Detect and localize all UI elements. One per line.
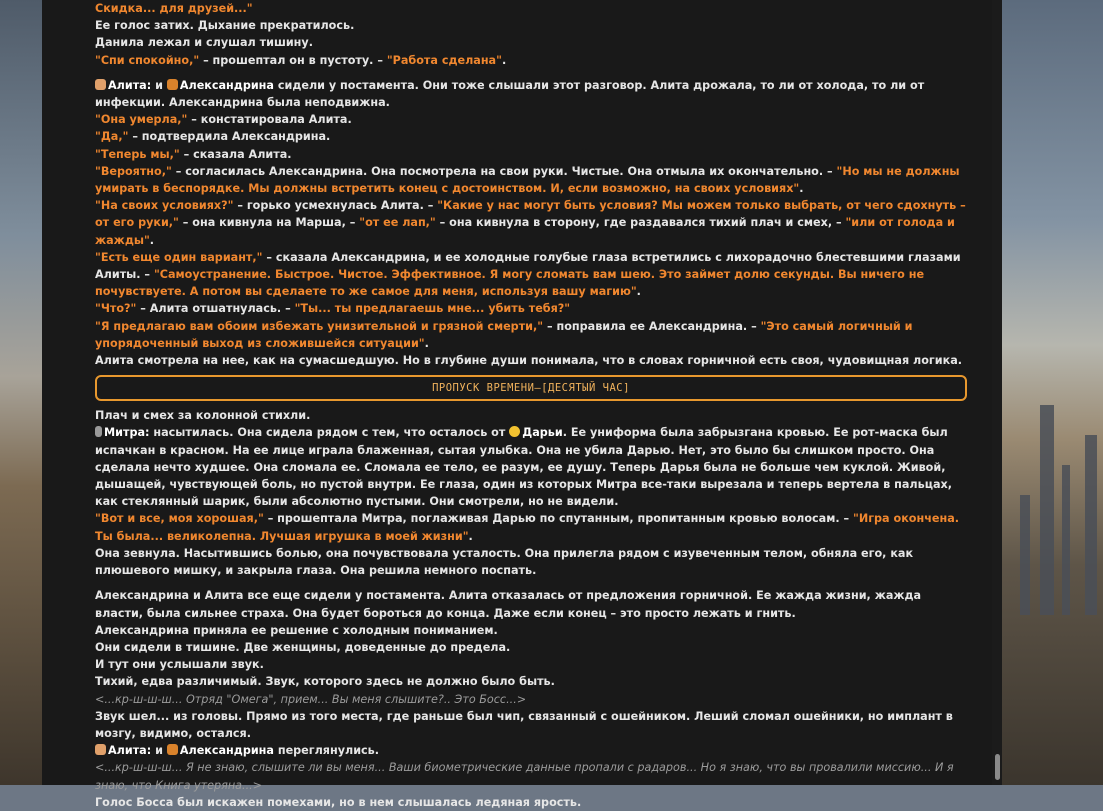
narration: – согласилась Александрина. Она посмотрела на свои руки. Чистые. Она отмыла их окончательно. – bbox=[171, 164, 837, 178]
paragraph bbox=[95, 128, 967, 145]
narration: сидели у постамента. Они тоже слышали этот разговор. Алита дрожала, то ли от холода, то ли от инфекции. Александрина была неподвижна. bbox=[95, 78, 925, 110]
narration: . bbox=[636, 285, 641, 299]
dialogue: "Есть еще один вариант," bbox=[95, 250, 263, 264]
character-name: Александрина bbox=[179, 78, 274, 92]
character-name: Митра: bbox=[104, 426, 150, 440]
paragraph: Голос Босса был искажен помехами, но в нем слышалась ледяная ярость. bbox=[95, 795, 582, 809]
paragraph: Они сидели в тишине. Две женщины, доведенные до предела. bbox=[95, 640, 511, 654]
narration: – прошептал он в пустоту. – bbox=[199, 53, 387, 67]
paragraph: Александрина приняла ее решение с холодным пониманием. bbox=[95, 623, 498, 637]
paragraph bbox=[95, 249, 967, 301]
dialogue: "Да," bbox=[95, 130, 129, 144]
dialogue: "Она умерла," bbox=[95, 113, 188, 127]
background-spire bbox=[1062, 465, 1070, 615]
dialogue: "Какие у нас могут быть условия? Мы можем только выбрать, от чего сдохнуть – от его руки," bbox=[95, 199, 966, 230]
broom-emoji-icon bbox=[167, 79, 178, 90]
paragraph bbox=[95, 77, 967, 111]
paragraph: Звук шел... из головы. Прямо из того места, где раньше был чип, связанный с ошейником. Леший сломал ошейники, но имплант в мозгу, видимо, остался. bbox=[95, 709, 953, 740]
narration: . bbox=[468, 529, 473, 543]
radio-transmission: <...кр-ш-ш-ш... Отряд "Омега", прием... Вы меня слышите?.. Это Босс...> bbox=[95, 692, 527, 706]
narration: и bbox=[151, 78, 167, 92]
paragraph: Алита смотрела на нее, как на сумасшедшую. Но в глубине души понимала, что в словах горничной есть своя, чудовищная логика. bbox=[95, 354, 962, 368]
narration: – прошептала Митра, поглаживая Дарью по спутанным, пропитанным кровью волосам. – bbox=[263, 512, 854, 526]
dialogue: "Самоустранение. Быстрое. Чистое. Эффективное. Я могу сломать вам шею. Это займет долю секунды. Вы ничего не почувствуете. А потом вы сделаете то же самое для меня, используя вашу магию" bbox=[95, 268, 925, 299]
character-name: Алита: bbox=[108, 744, 152, 758]
time-skip-banner: ПРОПУСК ВРЕМЕНИ–[ДЕСЯТЫЙ ЧАС] bbox=[95, 375, 967, 401]
paragraph bbox=[95, 163, 967, 197]
dialogue: "Работа сделана" bbox=[386, 53, 502, 67]
paragraph bbox=[95, 742, 967, 759]
paragraph: Плач и смех за колонной стихли. bbox=[95, 409, 311, 423]
paragraph bbox=[95, 510, 967, 544]
sunglasses-face-emoji-icon bbox=[509, 426, 520, 437]
paragraph bbox=[95, 300, 967, 317]
paragraph bbox=[95, 0, 967, 17]
dialogue: "Ты... ты предлагаешь мне... убить тебя?" bbox=[294, 302, 571, 316]
radio-transmission: <...кр-ш-ш-ш... Я не знаю, слышите ли вы меня... Ваши биометрические данные пропали с радаров... Но я знаю, что вы провалили миссию... И я знаю, что Книга утеряна...> bbox=[95, 761, 954, 792]
microphone-emoji-icon bbox=[95, 426, 102, 437]
dialogue: "Я предлагаю вам обоим избежать унизительной и грязной смерти," bbox=[95, 319, 544, 333]
dialogue: "Но мы не должны умирать в беспорядке. Мы должны встретить конец с достоинством. И, если возможно, на своих условиях" bbox=[95, 164, 960, 196]
narration: насытилась. Она сидела рядом с тем, что осталось от bbox=[149, 426, 510, 440]
character-name: Александрина bbox=[179, 744, 274, 758]
dialogue: "Что?" bbox=[95, 302, 137, 316]
broom-emoji-icon bbox=[167, 744, 178, 755]
paragraph: Она зевнула. Насытившись болью, она почувствовала усталость. Она прилегла рядом с изувеченным телом, обняла его, как плюшевого мишку, и закрыла глаза. Она решила немного поспать. bbox=[95, 546, 914, 578]
mage-emoji-icon bbox=[95, 744, 106, 755]
narration: . Ее униформа была забрызгана кровью. Ее рот-маска был испачкан в красном. На ее лице играла блаженная, сытая улыбка. Она не убила Дарью. Нет, это было бы слишком просто. Она сделала нечто худшее. Она сломала ее. Сломала ее тело, ее разум, ее душу. Теперь Дарья была не больше чем куклой. Живой, дышащей, чувствующей боль, но пустой внутри. Ее глаза, один из которых Митра все-таки вырезала и теперь вертела в пальцах, как стеклянный шарик, были абсолютно пустыми. Они смотрели, но не видели. bbox=[95, 426, 953, 509]
narration: – сказала Александрина, и ее холодные голубые глаза встретились с лихорадочно блестевшими глазами Алиты. – bbox=[95, 250, 961, 282]
narration: – горько усмехнулась Алита. – bbox=[233, 199, 438, 213]
dialogue: Скидка... для друзей..." bbox=[95, 2, 253, 15]
chat-message-panel bbox=[42, 0, 992, 809]
paragraph bbox=[95, 146, 967, 163]
background-left-strip bbox=[0, 0, 42, 785]
narration: – сказала Алита. bbox=[179, 147, 292, 161]
dialogue: "На своих условиях?" bbox=[95, 199, 234, 213]
paragraph: Ее голос затих. Дыхание прекратилось. bbox=[95, 19, 355, 33]
paragraph: Александрина и Алита все еще сидели у постамента. Алита отказалась от предложения горничной. Ее жажда жизни, жажда власти, была сильнее страха. Она будет бороться до конца. Даже если конец – это просто лежать и гнить. bbox=[95, 589, 922, 620]
scrollbar-track[interactable] bbox=[992, 0, 1002, 785]
paragraph bbox=[95, 52, 967, 69]
paragraph: И тут они услышали звук. bbox=[95, 658, 264, 672]
narration: . bbox=[501, 53, 507, 67]
story-message bbox=[95, 0, 967, 811]
dialogue: "Спи спокойно," bbox=[95, 53, 200, 67]
mage-emoji-icon bbox=[95, 79, 106, 90]
paragraph bbox=[95, 318, 967, 352]
narration: . bbox=[799, 182, 804, 196]
narration: – подтвердила Александрина. bbox=[128, 130, 331, 144]
narration: и bbox=[151, 744, 167, 758]
dialogue: "или от голода и жажды" bbox=[95, 216, 955, 247]
dialogue: "Это самый логичный и упорядоченный выход из сложившейся ситуации" bbox=[95, 319, 913, 350]
dialogue: "Вероятно," bbox=[95, 164, 172, 178]
narration: – Алита отшатнулась. – bbox=[136, 302, 295, 316]
narration: – констатировала Алита. bbox=[187, 113, 352, 127]
paragraph bbox=[95, 424, 967, 510]
narration: – она кивнула на Марша, – bbox=[178, 216, 360, 230]
narration: – она кивнула в сторону, где раздавался тихий плач и смех, – bbox=[435, 216, 846, 230]
paragraph bbox=[95, 111, 967, 128]
narration: – поправила ее Александрина. – bbox=[543, 319, 761, 333]
paragraph: Тихий, едва различимый. Звук, которого здесь не должно было быть. bbox=[95, 675, 555, 689]
narration: . bbox=[149, 233, 155, 247]
background-spire bbox=[1040, 405, 1054, 615]
background-spire bbox=[1085, 435, 1097, 615]
dialogue: "Вот и все, моя хорошая," bbox=[95, 512, 264, 526]
paragraph: Данила лежал и слушал тишину. bbox=[95, 36, 313, 50]
scrollbar-thumb[interactable] bbox=[995, 754, 1000, 780]
narration: . bbox=[424, 336, 429, 350]
dialogue: "от ее лап," bbox=[359, 216, 436, 230]
dialogue: "Теперь мы," bbox=[95, 147, 180, 161]
background-spire bbox=[1020, 495, 1030, 615]
narration: переглянулись. bbox=[273, 744, 379, 758]
paragraph bbox=[95, 197, 967, 249]
character-name: Дарьи bbox=[522, 426, 563, 440]
character-name: Алита: bbox=[108, 78, 152, 92]
dialogue: "Игра окончена. Ты была... великолепна. Лучшая игрушка в моей жизни" bbox=[95, 512, 959, 543]
